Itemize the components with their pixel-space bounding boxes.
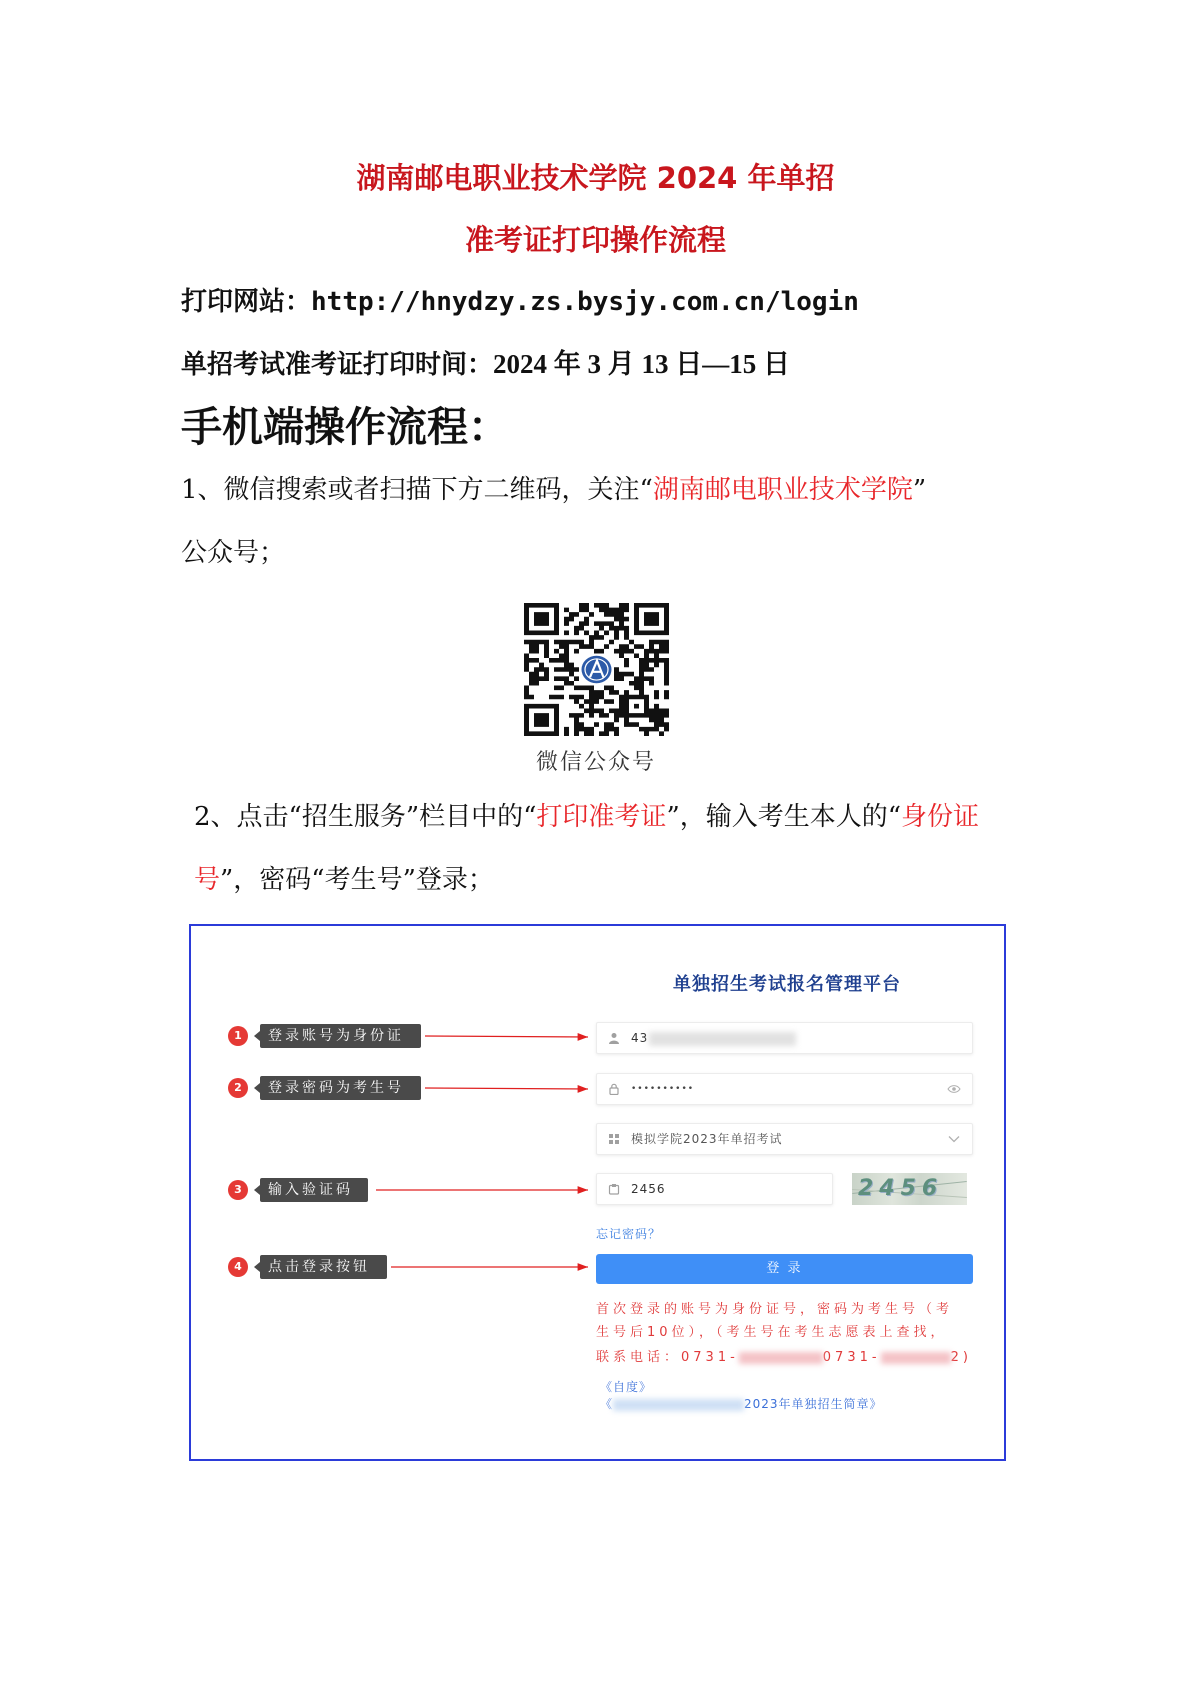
redaction-blur <box>739 1352 823 1364</box>
redaction-blur <box>613 1399 744 1411</box>
document-title-line2: 准考证打印操作流程 <box>464 223 726 257</box>
step1-account-name: 湖南邮电职业技术学院 <box>652 475 913 505</box>
grid-icon-cell <box>609 1134 613 1138</box>
website-label: 打印网站： <box>181 287 312 317</box>
chevron-down-stroke <box>949 1137 959 1142</box>
website-line <box>181 282 859 322</box>
contact-phone-end: 2) <box>950 1350 972 1365</box>
login-screenshot <box>189 924 1006 1461</box>
step1-line <box>181 470 926 510</box>
user-icon-head <box>612 1033 617 1038</box>
platform-title: 单独招生考试报名管理平台 <box>673 974 901 995</box>
step1-continuation: 公众号； <box>181 538 286 568</box>
password-input <box>596 1073 973 1105</box>
step2-continuation <box>194 860 494 900</box>
lock-icon-body <box>610 1088 618 1095</box>
eye-icon-pupil <box>952 1087 956 1091</box>
grid-icon <box>608 1133 620 1145</box>
login-notice-line1: 首次登录的账号为身份证号，密码为考生号（考 <box>596 1302 954 1317</box>
annotation-label-2: 登录密码为考生号 <box>260 1076 421 1100</box>
arrow-1 <box>425 1036 588 1037</box>
user-icon <box>608 1032 620 1044</box>
step2-line <box>194 797 979 837</box>
print-time-line <box>181 344 790 385</box>
lock-icon <box>608 1083 620 1095</box>
arrow-2 <box>425 1088 588 1089</box>
annotation-badge-1: 1 <box>228 1026 248 1046</box>
print-time-value: 2024 年 3 月 13 日—15 日 <box>493 349 791 379</box>
forgot-password-link: 忘记密码？ <box>596 1227 662 1241</box>
footer-link-2-title: 2023年单独招生简章》 <box>744 1397 883 1411</box>
captcha-image-text: 2456 <box>858 1176 944 1201</box>
login-notice-line2: 生号后10位），（考生号在考生志愿表上查找， <box>596 1325 948 1340</box>
step2-text-3: ”，密码“考生号”登录； <box>220 865 494 895</box>
step1-closing-quote: ” <box>912 475 927 505</box>
annotation-label-3: 输入验证码 <box>260 1178 368 1202</box>
eye-icon <box>947 1083 961 1095</box>
username-input <box>596 1022 973 1054</box>
footer-link-2-prefix: 《 <box>600 1397 614 1411</box>
login-button: 登 录 <box>596 1254 973 1284</box>
user-icon-body <box>609 1041 619 1044</box>
contact-phone-label: 联系电话：0731- <box>596 1350 739 1365</box>
captcha-image <box>852 1173 967 1205</box>
contact-phone-2-prefix: 0731- <box>822 1350 881 1365</box>
document-title-line1: 湖南邮电职业技术学院 2024 年单招 <box>356 161 835 195</box>
footer-link-1: 《自度》 <box>600 1380 653 1394</box>
chevron-down-icon <box>947 1133 961 1145</box>
login-notice-line3 <box>596 1350 972 1366</box>
section-heading: 手机端操作流程： <box>181 403 509 451</box>
print-time-label: 单招考试准考证打印时间： <box>181 350 494 380</box>
annotation-badge-2: 2 <box>228 1078 248 1098</box>
annotation-badge-4: 4 <box>228 1257 248 1277</box>
username-value: 43 <box>631 1031 649 1045</box>
footer-link-2 <box>600 1396 883 1412</box>
step2-id-card-end: 号 <box>194 865 221 895</box>
redaction-blur <box>881 1352 951 1364</box>
captcha-field-icon <box>608 1183 620 1195</box>
grid-icon-cell <box>609 1140 613 1144</box>
qr-caption: 微信公众号 <box>535 750 656 775</box>
password-value: •••••••••• <box>631 1084 695 1094</box>
step2-text-2: ”，输入考生本人的“ <box>666 802 902 832</box>
step1-text: 1、微信搜索或者扫描下方二维码，关注“ <box>181 475 653 505</box>
annotation-badge-3: 3 <box>228 1180 248 1200</box>
grid-icon-cell <box>615 1140 619 1144</box>
exam-select-value: 模拟学院2023年单招考试 <box>631 1132 783 1146</box>
step2-text-1: 2、点击“招生服务”栏目中的“ <box>194 802 537 832</box>
grid-icon-cell <box>615 1134 619 1138</box>
exam-select <box>596 1123 973 1155</box>
captcha-input-value: 2456 <box>631 1182 666 1196</box>
captcha-field-icon-tab <box>612 1184 616 1187</box>
annotation-label-4: 点击登录按钮 <box>260 1255 387 1279</box>
redaction-blur <box>649 1032 796 1046</box>
captcha-input <box>596 1173 833 1205</box>
step2-print-admission: 打印准考证 <box>536 802 667 832</box>
website-url: http://hnydzy.zs.bysjy.com.cn/login <box>311 287 859 317</box>
wechat-qr-code <box>524 603 669 736</box>
annotation-label-1: 登录账号为身份证 <box>260 1024 421 1048</box>
step2-id-card: 身份证 <box>901 802 980 832</box>
